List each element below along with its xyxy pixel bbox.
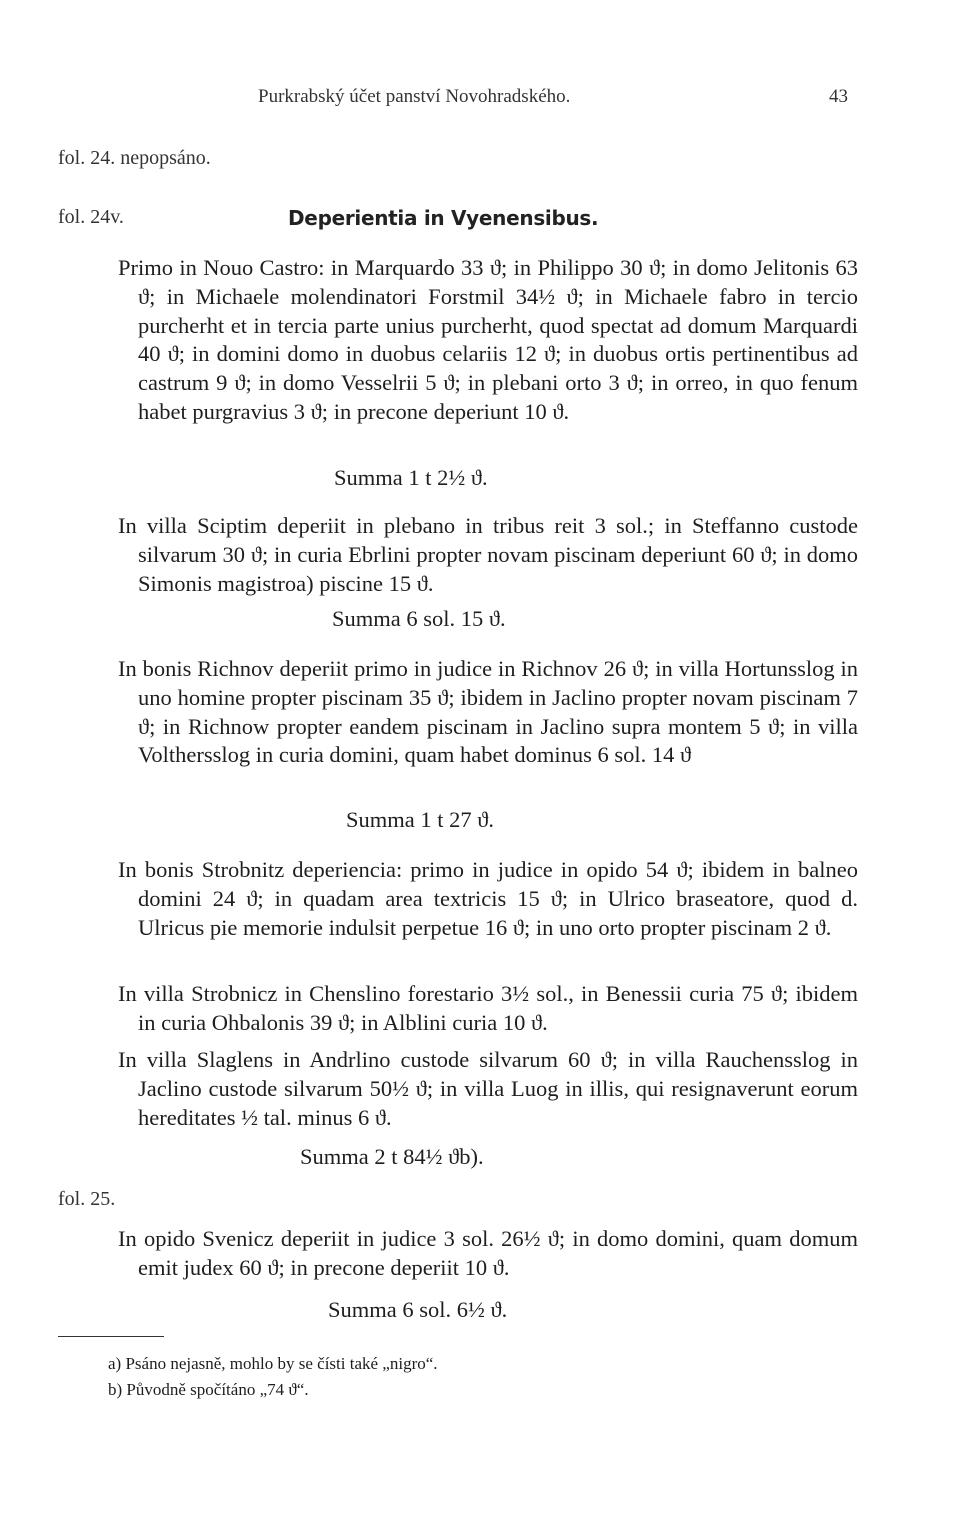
summa-3: Summa 1 t 27 ϑ. (346, 807, 495, 832)
folio-note-24: fol. 24. nepopsáno. (58, 147, 211, 169)
paragraph-slaglens: In villa Slaglens in Andrlino custode silvarum 60 ϑ; in villa Rauchensslog in Jaclino custode silvarum 50½ ϑ; in villa Luog in illis, qui resignaverunt eorum hereditates ½ tal. minus 6 ϑ. (118, 1047, 858, 1130)
paragraph-richnov: In bonis Richnov deperiit primo in judice in Richnov 26 ϑ; in villa Hortunsslog in uno homine propter piscinam 35 ϑ; ibidem in Jaclino propter novam piscinam 7 ϑ; in Richnow propter eandem piscinam in Jaclino supra montem 5 ϑ; in villa Volthersslog in curia domini, quam habet dominus 6 sol. 14 ϑ (118, 656, 858, 768)
summa-5: Summa 6 sol. 6½ ϑ. (328, 1297, 508, 1322)
summa-1: Summa 1 t 2½ ϑ. (334, 465, 488, 490)
footnote-divider (58, 1336, 164, 1337)
summa-4: Summa 2 t 84½ ϑb). (300, 1144, 484, 1169)
folio-note-24v: fol. 24v. (58, 206, 124, 228)
page-number: 43 (829, 86, 848, 107)
paragraph-svenicz: In opido Svenicz deperiit in judice 3 sol. 26½ ϑ; in domo domini, quam domum emit judex 60 ϑ; in precone deperiit 10 ϑ. (118, 1226, 858, 1280)
paragraph-strobnitz: In bonis Strobnitz deperiencia: primo in judice in opido 54 ϑ; ibidem in balneo domini 24 ϑ; in quadam area textricis 15 ϑ; in Ulrico braseatore, quod d. Ulricus pie memorie indulsit perpetue 16 ϑ; in uno orto propter piscinam 2 ϑ. (118, 857, 858, 940)
summa-2: Summa 6 sol. 15 ϑ. (332, 606, 506, 631)
folio-note-25: fol. 25. (58, 1188, 116, 1210)
footnote-b: b) Původně spočítáno „74 ϑ“. (108, 1380, 309, 1399)
paragraph-sciptim: In villa Sciptim deperiit in plebano in tribus reit 3 sol.; in Steffanno custode silvarum 30 ϑ; in curia Ebrlini propter novam piscinam deperiunt 60 ϑ; in domo Simonis magistroa) piscine 15 ϑ. (118, 513, 858, 596)
paragraph-nouo-castro: Primo in Nouo Castro: in Marquardo 33 ϑ; in Philippo 30 ϑ; in domo Jelitonis 63 ϑ; in Michaele molendinatori Forstmil 34½ ϑ; in Michaele fabro in tercio purcherht et in tercia parte unius purcherht, quod spectat ad domum Marquardi 40 ϑ; in domini domo in duobus celariis 12 ϑ; in duobus ortis pertinentibus ad castrum 9 ϑ; in domo Vesselrii 5 ϑ; in plebani orto 3 ϑ; in orreo, in quo fenum habet purgravius 3 ϑ; in precone deperiunt 10 ϑ. (118, 255, 858, 424)
footnote-a: a) Psáno nejasně, mohlo by se čísti také „nigro“. (108, 1354, 438, 1373)
paragraph-strobnicz: In villa Strobnicz in Chenslino forestario 3½ sol., in Benessii curia 75 ϑ; ibidem in curia Ohbalonis 39 ϑ; in Alblini curia 10 ϑ. (118, 981, 858, 1035)
section-heading: Deperientia in Vyenensibus. (288, 206, 599, 230)
running-title: Purkrabský účet panství Novohradského. (258, 86, 571, 107)
running-header (258, 86, 848, 108)
